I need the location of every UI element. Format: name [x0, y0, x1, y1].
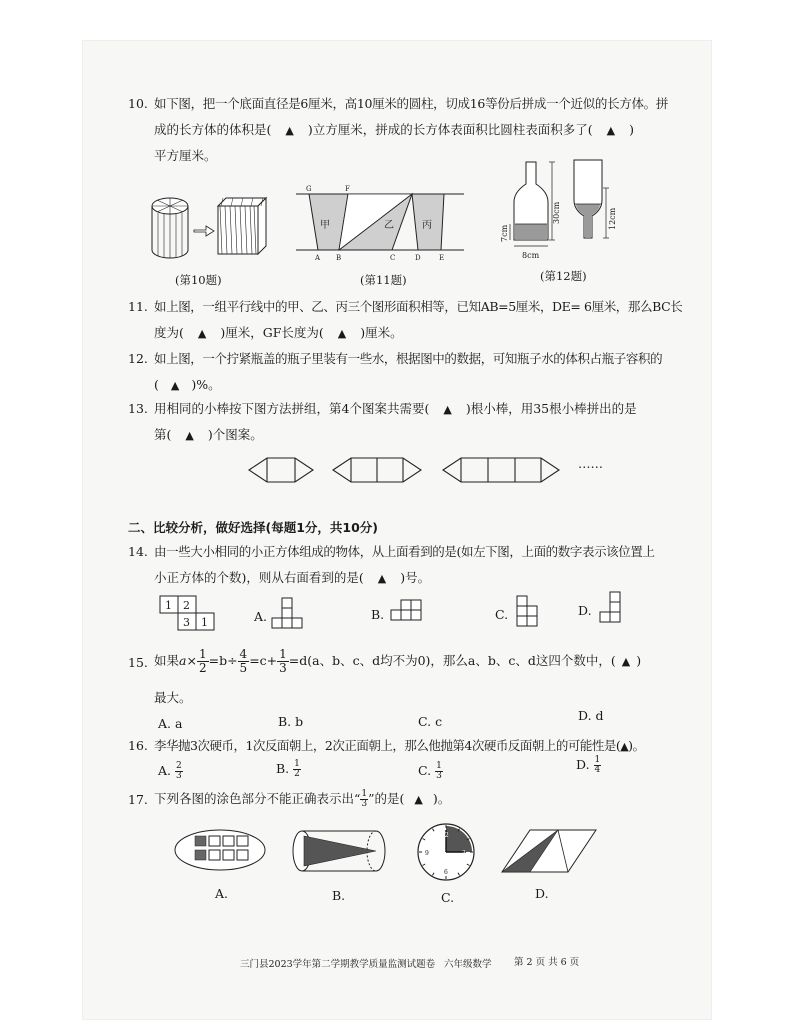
q14-top-view-grid: [158, 594, 222, 634]
q14-text-a: 小正方体的个数)，则从右面看到的是(: [154, 570, 364, 585]
q10-line1: 如下图，把一个底面直径是6厘米，高10厘米的圆柱，切成16等份后拼成一个近似的长方体。拼: [154, 96, 669, 111]
q11-text-c: )厘米。: [360, 325, 403, 340]
pattern-1: [249, 458, 313, 482]
q13-line1: [154, 401, 637, 418]
label-C: C: [390, 254, 396, 262]
q16-text-b: )。: [628, 738, 645, 753]
q17-figure-a-oval[interactable]: [172, 826, 272, 876]
q14-blank[interactable]: ▲: [377, 572, 387, 585]
q14-line2: [154, 570, 430, 587]
caption-fig12: (第12题): [540, 269, 587, 283]
label-8cm: 8cm: [522, 251, 540, 260]
q15-frac3: $\frac{1}{3}$: [279, 647, 287, 675]
q13-blank1[interactable]: ▲: [443, 403, 452, 416]
q15-line2: 最大。: [154, 690, 192, 705]
q14-number: 14.: [128, 544, 148, 559]
label-D: D: [415, 254, 421, 262]
q13-text-b: )根小棒，用35根小棒拼出的是: [465, 401, 637, 416]
q15-var-a: a: [179, 653, 187, 668]
q15-times: ×: [186, 653, 197, 668]
footer-page-number: 第 2 页 共 6 页: [514, 957, 580, 968]
grid-cell-1: 1: [165, 599, 172, 612]
label-yi: 乙: [384, 220, 394, 231]
q11-blank2[interactable]: ▲: [337, 327, 347, 340]
footer-subject: 六年级数学: [444, 959, 492, 970]
q15-line1: [154, 646, 641, 677]
label-bing: 丙: [422, 220, 432, 231]
arrow-icon: [194, 226, 214, 236]
q11-text-b: )厘米，GF长度为(: [220, 325, 324, 340]
q15-frac1: $\frac{1}{2}$: [198, 647, 207, 675]
caption-fig10: (第10题): [175, 273, 222, 287]
q13-text-a: 用相同的小棒按下图方法拼组，第4个图案共需要(: [154, 401, 430, 416]
label-B: B: [336, 254, 342, 262]
cylinder-sliced: [152, 198, 188, 258]
q14-option-b-figure[interactable]: [390, 596, 426, 628]
q17-line1: [154, 786, 450, 813]
q17-figure-b-cylinder[interactable]: [290, 826, 390, 878]
label-G: G: [306, 185, 312, 193]
clock-12: 12: [441, 832, 449, 839]
q17-option-c[interactable]: C.: [441, 890, 455, 905]
q17-option-a[interactable]: A.: [215, 886, 229, 901]
q13-line2: [154, 427, 263, 444]
q17-pre: 下列各图的涂色部分不能正确表示出“: [154, 791, 361, 806]
q17-number: 17.: [128, 792, 148, 807]
q15-pre: 如果: [154, 653, 180, 668]
grid-cell-3: 3: [183, 616, 190, 629]
caption-fig11: (第11题): [360, 273, 407, 287]
q11-line1: 如上图，一组平行线中的甲、乙、丙三个图形面积相等，已知AB=5厘米，DE= 6厘米，那么BC长: [154, 299, 683, 314]
bottle-upright: [514, 162, 548, 240]
label-A: A: [315, 254, 321, 262]
q11-blank1[interactable]: ▲: [197, 327, 207, 340]
q13-ellipsis: ……: [578, 456, 603, 471]
figure11-parallel-lines: [296, 186, 466, 268]
q13-blank2[interactable]: ▲: [185, 429, 194, 442]
q14-option-a-label[interactable]: A.: [254, 609, 268, 624]
q12-line2: [154, 377, 221, 394]
q10-line2: [154, 122, 634, 139]
q12-text-a: (: [154, 377, 159, 392]
figure12-bottles: [500, 158, 620, 268]
q10-blank1[interactable]: ▲: [285, 124, 294, 137]
q16-text-a: 李华抛3次硬币，1次反面朝上，2次正面朝上，那么他抛第4次硬币反面朝上的可能性是(: [154, 738, 621, 753]
bottle-inverted: [574, 160, 602, 238]
q15-close: ): [636, 653, 642, 668]
cuboid-approximate: [218, 198, 266, 254]
q14-option-a-figure[interactable]: [271, 596, 307, 632]
pattern-2: [333, 458, 421, 482]
q16-option-c[interactable]: C. $\frac{1}{3}$: [418, 761, 442, 781]
q14-option-c-figure[interactable]: [512, 594, 542, 630]
q16-option-d[interactable]: D. $\frac{1}{4}$: [576, 755, 601, 775]
q15-option-a[interactable]: A. a: [158, 716, 183, 731]
q11-number: 11.: [128, 299, 148, 314]
q15-option-c[interactable]: C. c: [418, 714, 443, 729]
q13-number: 13.: [128, 401, 148, 416]
q15-eq3: =d(a、b、c、d均不为0)，那么a、b、c、d这四个数中，(: [288, 653, 616, 668]
label-30cm: 30cm: [552, 201, 561, 224]
q12-blank[interactable]: ▲: [170, 379, 180, 392]
q16-number: 16.: [128, 738, 148, 753]
q16-option-b[interactable]: B. $\frac{1}{2}$: [276, 759, 300, 779]
q10-text-c: ): [629, 122, 634, 137]
q15-option-d[interactable]: D. d: [578, 708, 604, 723]
q13-stick-patterns: [245, 454, 575, 488]
figure10-cylinder-to-cuboid: [148, 190, 278, 265]
q12-text-b: )%。: [191, 377, 221, 392]
label-12cm: 12cm: [608, 207, 617, 230]
q16-blank[interactable]: ▲: [620, 740, 629, 753]
q15-eq2: =c+: [249, 653, 278, 668]
q17-figure-c-clock[interactable]: [414, 820, 478, 884]
q10-text-a: 成的长方体的体积是(: [154, 122, 272, 137]
q10-number: 10.: [128, 96, 148, 111]
q12-number: 12.: [128, 351, 148, 366]
q14-option-d-label[interactable]: D.: [578, 603, 592, 618]
q17-option-b[interactable]: B.: [332, 888, 346, 903]
q15-blank[interactable]: ▲: [621, 655, 631, 668]
q15-frac2: $\frac{4}{5}$: [239, 647, 248, 675]
q17-blank[interactable]: ▲: [414, 793, 423, 806]
label-jia: 甲: [320, 220, 330, 231]
label-7cm: 7cm: [500, 224, 509, 242]
q14-option-d-figure[interactable]: [595, 590, 625, 626]
q13-text-d: )个图案。: [207, 427, 263, 442]
q14-line1: 由一些大小相同的小正方体组成的物体，从上面看到的是(如左下图，上面的数字表示该位置上: [154, 544, 655, 559]
q16-line1: [154, 738, 645, 755]
q17-option-d[interactable]: D.: [535, 886, 549, 901]
label-F: F: [345, 185, 350, 193]
clock-9: 9: [425, 850, 429, 857]
label-E: E: [439, 254, 445, 262]
q13-text-c: 第(: [154, 427, 172, 442]
q17-frac: $\frac{1}{3}$: [361, 789, 368, 809]
q10-blank2[interactable]: ▲: [606, 124, 616, 137]
q16-option-a[interactable]: A. $\frac{2}{3}$: [158, 761, 182, 781]
q15-number: 15.: [128, 655, 148, 670]
section2-title: 二、比较分析，做好选择(每题1分，共10分): [128, 520, 379, 535]
clock-3: 3: [462, 850, 466, 857]
q11-line2: [154, 325, 403, 342]
clock-6: 6: [444, 869, 448, 876]
q15-eq1: =b÷: [208, 653, 238, 668]
pattern-3: [443, 458, 559, 482]
footer-exam-title: 三门县2023学年第二学期教学质量监测试题卷: [240, 959, 436, 970]
q17-figure-d-parallelogram[interactable]: [500, 826, 600, 878]
q11-text-a: 度为(: [154, 325, 184, 340]
q14-option-b-label[interactable]: B.: [371, 607, 385, 622]
q10-text-b: )立方厘米，拼成的长方体表面积比圆柱表面积多了(: [307, 122, 593, 137]
grid-cell-2: 2: [183, 599, 190, 612]
q17-close: )。: [432, 791, 451, 806]
q10-line3: 平方厘米。: [154, 148, 217, 163]
q14-option-c-label[interactable]: C.: [495, 607, 509, 622]
q12-line1: 如上图，一个拧紧瓶盖的瓶子里装有一些水，根据图中的数据，可知瓶子水的体积占瓶子容积的: [154, 351, 663, 366]
grid-cell-4: 1: [201, 616, 208, 629]
q15-option-b[interactable]: B. b: [278, 714, 304, 729]
q17-post: ”的是(: [368, 791, 405, 806]
q14-text-b: )号。: [400, 570, 431, 585]
